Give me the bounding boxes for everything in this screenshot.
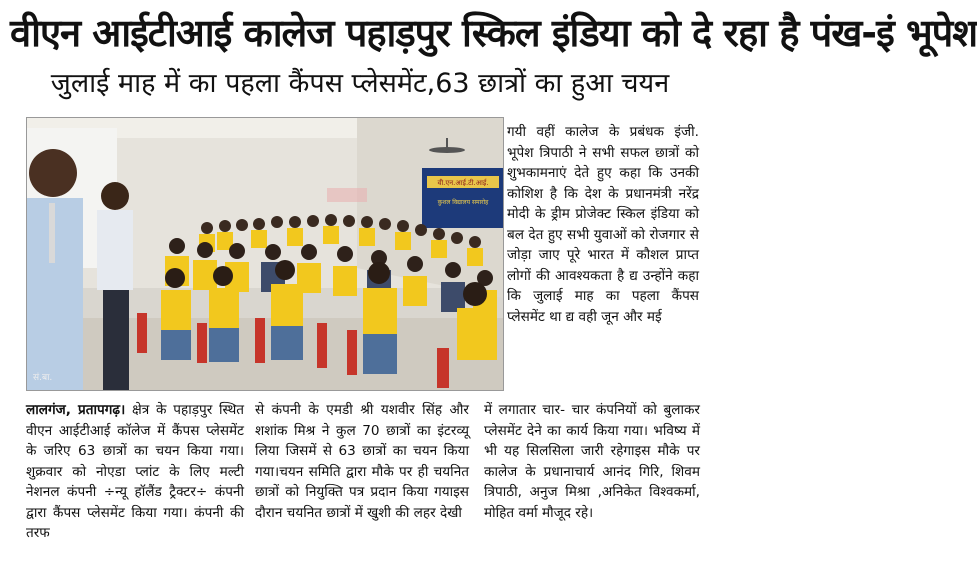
dateline: लालगंज, प्रतापगढ़।: [26, 402, 126, 418]
article-column-3: [484, 400, 700, 523]
column-3-text: में लगातार चार- चार कंपनियों को बुलाकर प्लेसमेंट देने का कार्य किया गया। भविष्य में भी यह सिलसिला जारी रहेगाइस मौके पर कालेज के प्रधानाचार्य आनंद गिरि, शिवम त्रिपाठी, अनुज मिश्रा ,अनिकेत विश्वकर्मा, मोहित वर्मा मौजूद रहे।: [484, 402, 700, 521]
article-column-2: [255, 400, 469, 523]
article-column-1: [26, 400, 244, 544]
banner-text: वी.एन.आई.टी.आई.: [437, 179, 489, 187]
headline: वीएन आईटीआई कालेज पहाड़पुर स्किल इंडिया को दे रहा है पंख-इं भूपेश: [10, 11, 977, 55]
right-column-text: गयी वहीं कालेज के प्रबंधक इंजी. भूपेश त्रिपाठी ने सभी सफल छात्रों को शुभकामनाएं देते हुए कहा कि उनकी कोशिश है कि देश के प्रधानमंत्री नरेंद्र मोदी के ड्रीम प्रोजेक्ट स्किल इंडिया को बल देत हुए सभी युवाओं को रोजगार से जोड़ा जाए पूरे भारत में कौशल प्राप्त लोगों की आवश्यकता है द्य उन्होंने कहा कि जुलाई माह का पहला कैंपस प्लेसमेंट था द्य वही जून और मई: [507, 124, 699, 325]
classroom-photo-illustration: [27, 118, 503, 390]
news-photo: [26, 117, 504, 391]
column-2-text: से कंपनी के एमडी श्री यशवीर सिंह और शशांक मिश्र ने कुल 70 छात्रों का इंटरव्यू लिया जिसमें से 63 छात्रों का चयन किया गया।चयन समिति द्वारा मौके पर ही चयनित छात्रों को नियुक्ति पत्र प्रदान किया गयाइस दौरान चयनित छात्रों में खुशी की लहर देखी: [255, 402, 469, 521]
subheadline: जुलाई माह में का पहला कैंपस प्लेसमेंट,63 छात्रों का हुआ चयन: [50, 68, 670, 99]
column-1-text: क्षेत्र के पहाड़पुर स्थित वीएन आईटीआई कॉलेज में कैंपस प्लेसमेंट के जरिए 63 छात्रों का चयन किया गया। शुक्रवार को नोएडा प्लांट के लिए मल्टी नेशनल कंपनी ÷न्यू हॉलैंड ट्रैक्टर÷ कंपनी द्वारा कैंपस प्लेसमेंट किया गया। कंपनी की तरफ: [26, 402, 245, 541]
article-right-column: [507, 122, 699, 327]
photo-credit: सं.बा.: [33, 373, 53, 383]
banner-subtext: कुशल विद्यालय समारोह: [437, 199, 489, 206]
